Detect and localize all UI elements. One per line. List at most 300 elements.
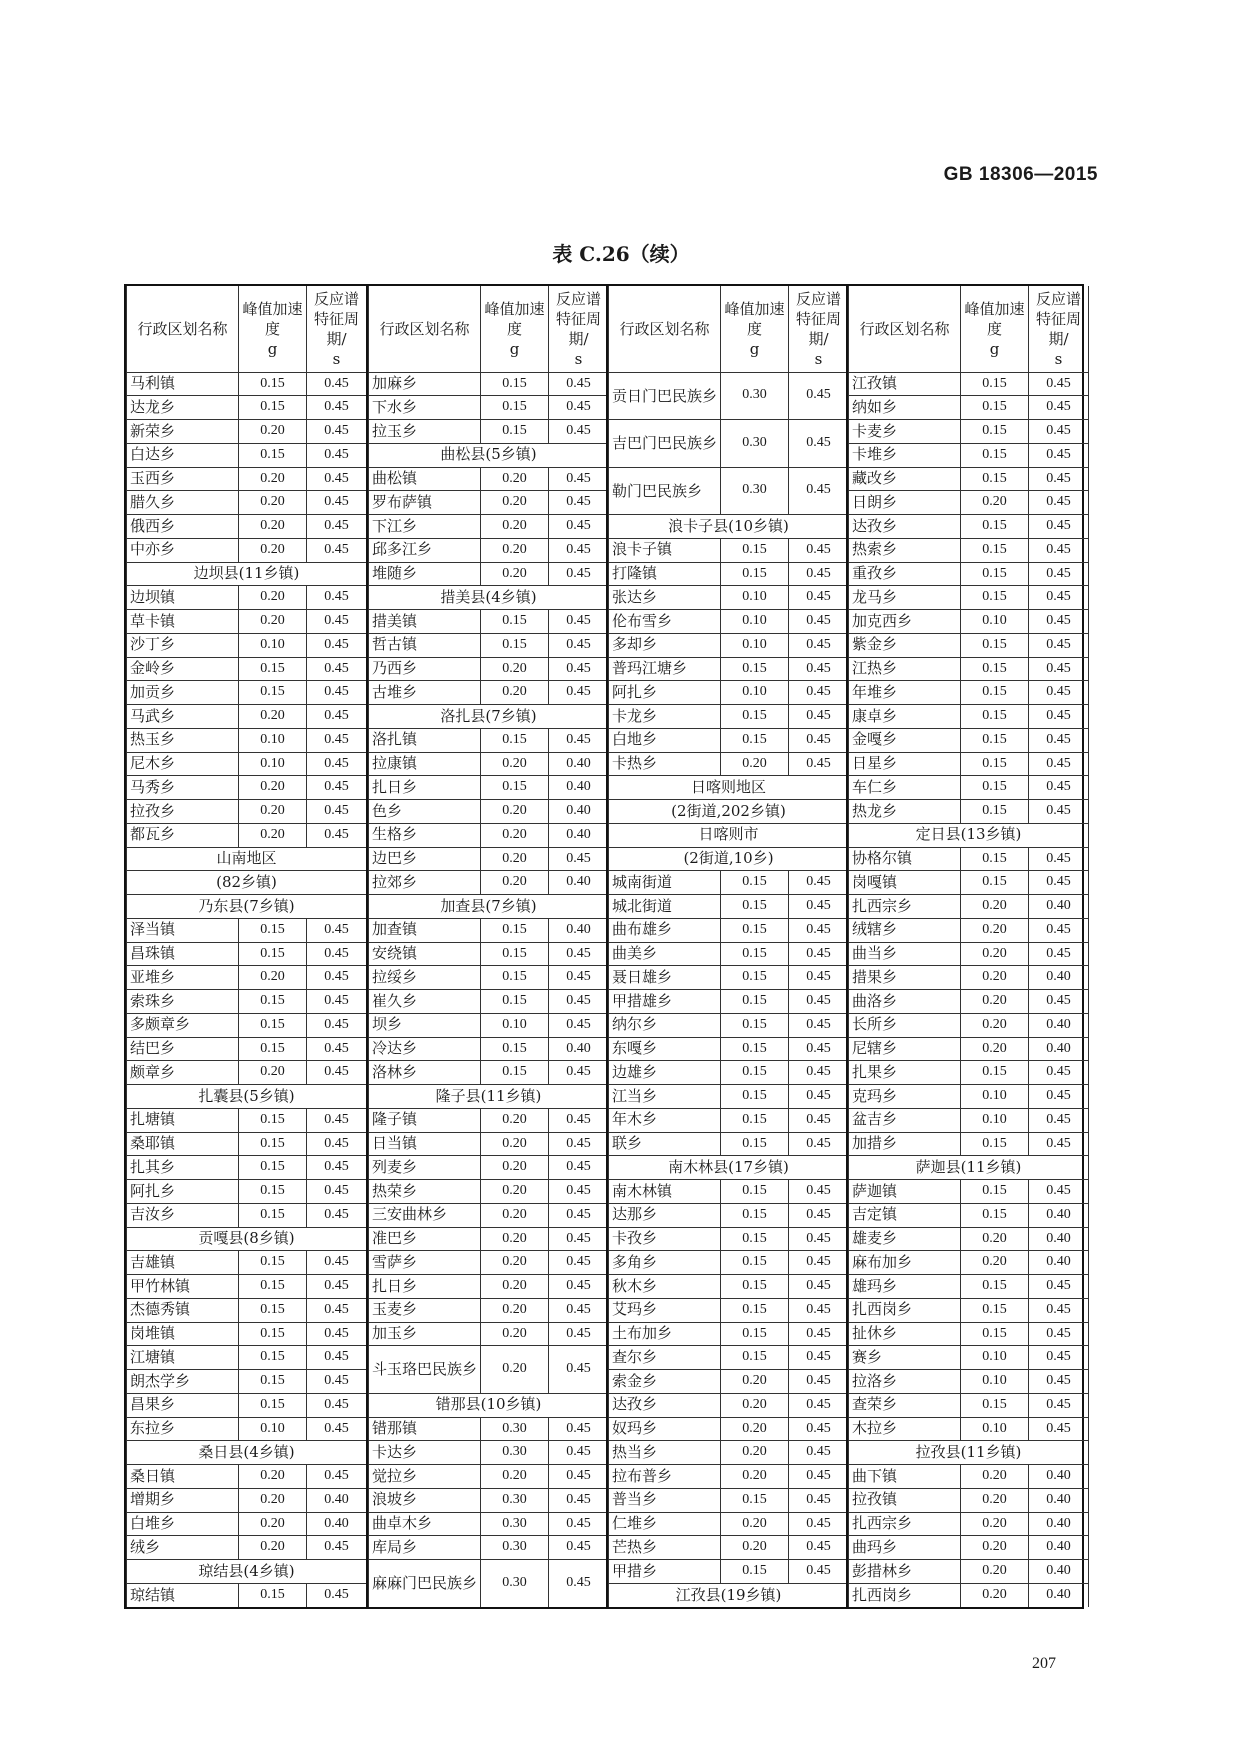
- group-label: (2街道,10乡): [609, 847, 849, 871]
- table-row: [849, 990, 1089, 1014]
- peak-acceleration: 0.15: [721, 990, 789, 1014]
- characteristic-period: 0.45: [307, 776, 367, 800]
- group-label: 江孜县(19乡镇): [609, 1583, 849, 1607]
- region-name: 边坝镇: [127, 586, 239, 610]
- sub-table: [126, 286, 367, 1607]
- peak-acceleration: 0.15: [721, 1346, 789, 1370]
- peak-acceleration: 0.15: [961, 705, 1029, 729]
- table-row: [369, 966, 609, 990]
- header-name: [609, 286, 721, 372]
- table-row: [127, 1180, 367, 1204]
- characteristic-period: 0.45: [789, 752, 849, 776]
- sub-table: [608, 286, 849, 1607]
- table-row: [369, 372, 609, 396]
- table-row: [849, 443, 1089, 467]
- table-row: [369, 1132, 609, 1156]
- region-name: 普当乡: [609, 1488, 721, 1512]
- region-name: 达孜乡: [609, 1393, 721, 1417]
- table-row: [609, 1488, 849, 1512]
- region-name: 坝乡: [369, 1013, 481, 1037]
- region-name: 扎西岗乡: [849, 1298, 961, 1322]
- characteristic-period: 0.45: [1029, 396, 1089, 420]
- table-row: [127, 538, 367, 562]
- group-row: [127, 1441, 367, 1465]
- table-row: [369, 776, 609, 800]
- peak-acceleration: 0.15: [961, 1203, 1029, 1227]
- table-row: [369, 657, 609, 681]
- region-name: 秋木乡: [609, 1275, 721, 1299]
- table-row: [609, 1085, 849, 1109]
- table-row: [849, 800, 1089, 824]
- peak-acceleration: 0.20: [481, 752, 549, 776]
- peak-acceleration: 0.15: [961, 538, 1029, 562]
- header-text: 峰值加速度: [242, 299, 303, 338]
- table-row: [369, 990, 609, 1014]
- peak-acceleration: 0.10: [721, 610, 789, 634]
- table-block-2: [366, 286, 606, 1607]
- characteristic-period: 0.45: [789, 1417, 849, 1441]
- table-row: [849, 1346, 1089, 1370]
- peak-acceleration: 0.20: [239, 705, 307, 729]
- characteristic-period: 0.45: [789, 610, 849, 634]
- peak-acceleration: 0.20: [961, 1488, 1029, 1512]
- table-row: [369, 681, 609, 705]
- peak-acceleration: 0.10: [481, 1013, 549, 1037]
- characteristic-period: 0.45: [549, 610, 609, 634]
- peak-acceleration: 0.15: [239, 1298, 307, 1322]
- characteristic-period: 0.45: [1029, 1298, 1089, 1322]
- peak-acceleration: 0.15: [239, 1370, 307, 1394]
- characteristic-period: 0.45: [549, 1322, 609, 1346]
- characteristic-period: 0.45: [549, 1488, 609, 1512]
- region-name: 热当乡: [609, 1441, 721, 1465]
- peak-acceleration: 0.20: [481, 657, 549, 681]
- peak-acceleration: 0.30: [481, 1417, 549, 1441]
- region-name: 热索乡: [849, 538, 961, 562]
- peak-acceleration: 0.15: [721, 918, 789, 942]
- table-row: [127, 1465, 367, 1489]
- table-row: [127, 1583, 367, 1607]
- table-row: [849, 1013, 1089, 1037]
- table-row: [369, 562, 609, 586]
- characteristic-period: 0.45: [1029, 1085, 1089, 1109]
- table-row: [609, 633, 849, 657]
- table-row: [609, 1441, 849, 1465]
- table-row: [369, 752, 609, 776]
- table-row: [369, 491, 609, 515]
- group-row: [609, 800, 849, 824]
- peak-acceleration: 0.20: [721, 1370, 789, 1394]
- peak-acceleration: 0.20: [721, 1465, 789, 1489]
- peak-acceleration: 0.15: [721, 1180, 789, 1204]
- peak-acceleration: 0.15: [481, 942, 549, 966]
- region-name: 江塘镇: [127, 1346, 239, 1370]
- peak-acceleration: 0.15: [239, 1346, 307, 1370]
- region-name: 重孜乡: [849, 562, 961, 586]
- characteristic-period: 0.45: [307, 966, 367, 990]
- characteristic-period: 0.45: [549, 1156, 609, 1180]
- table-row: [127, 776, 367, 800]
- region-name: 安绕镇: [369, 942, 481, 966]
- table-row: [609, 918, 849, 942]
- table-row: [127, 728, 367, 752]
- header-text: 反应谱特征周期/: [795, 289, 841, 348]
- header-period: [549, 286, 609, 372]
- table-row: [369, 1560, 609, 1608]
- peak-acceleration: 0.20: [481, 871, 549, 895]
- region-name: 雄玛乡: [849, 1275, 961, 1299]
- region-name: 曲美乡: [609, 942, 721, 966]
- table-row: [369, 1488, 609, 1512]
- table-row: [849, 918, 1089, 942]
- table-row: [849, 1488, 1089, 1512]
- table-row: [849, 847, 1089, 871]
- characteristic-period: 0.45: [1029, 681, 1089, 705]
- region-name: 多角乡: [609, 1251, 721, 1275]
- table-row: [609, 1393, 849, 1417]
- characteristic-period: 0.45: [789, 895, 849, 919]
- table-row: [127, 1488, 367, 1512]
- group-label: 洛扎县(7乡镇): [369, 705, 609, 729]
- region-name: 甲竹林镇: [127, 1275, 239, 1299]
- peak-acceleration: 0.20: [481, 1298, 549, 1322]
- characteristic-period: 0.45: [307, 1108, 367, 1132]
- peak-acceleration: 0.20: [721, 1512, 789, 1536]
- peak-acceleration: 0.30: [481, 1560, 549, 1608]
- peak-acceleration: 0.15: [239, 443, 307, 467]
- characteristic-period: 0.45: [307, 681, 367, 705]
- peak-acceleration: 0.20: [239, 966, 307, 990]
- region-name: 卡龙乡: [609, 705, 721, 729]
- peak-acceleration: 0.15: [721, 1013, 789, 1037]
- table-row: [849, 776, 1089, 800]
- characteristic-period: 0.45: [789, 1061, 849, 1085]
- peak-acceleration: 0.20: [481, 538, 549, 562]
- characteristic-period: 0.45: [549, 396, 609, 420]
- peak-acceleration: 0.20: [481, 681, 549, 705]
- table-row: [369, 1251, 609, 1275]
- peak-acceleration: 0.20: [721, 1417, 789, 1441]
- header-text: s: [574, 349, 583, 368]
- characteristic-period: 0.45: [789, 372, 849, 420]
- region-name: 拉布普乡: [609, 1465, 721, 1489]
- peak-acceleration: 0.15: [239, 1037, 307, 1061]
- region-name: 江当乡: [609, 1085, 721, 1109]
- characteristic-period: 0.45: [789, 538, 849, 562]
- characteristic-period: 0.40: [1029, 1512, 1089, 1536]
- peak-acceleration: 0.10: [961, 1417, 1029, 1441]
- characteristic-period: 0.45: [1029, 847, 1089, 871]
- characteristic-period: 0.45: [549, 467, 609, 491]
- header-text: g: [749, 339, 760, 358]
- table-block-4: [846, 286, 1086, 1607]
- peak-acceleration: 0.30: [481, 1441, 549, 1465]
- characteristic-period: 0.40: [549, 800, 609, 824]
- region-name: 昌果乡: [127, 1393, 239, 1417]
- table-row: [127, 443, 367, 467]
- characteristic-period: 0.45: [789, 728, 849, 752]
- peak-acceleration: 0.20: [961, 1013, 1029, 1037]
- table-row: [127, 681, 367, 705]
- region-name: 罗布萨镇: [369, 491, 481, 515]
- characteristic-period: 0.45: [549, 681, 609, 705]
- characteristic-period: 0.45: [789, 1227, 849, 1251]
- table-row: [849, 1465, 1089, 1489]
- peak-acceleration: 0.20: [481, 467, 549, 491]
- region-name: 多却乡: [609, 633, 721, 657]
- table-row: [849, 372, 1089, 396]
- table-row: [369, 1322, 609, 1346]
- characteristic-period: 0.45: [549, 728, 609, 752]
- header-text: 行政区划名称: [859, 319, 950, 338]
- region-name: 金岭乡: [127, 657, 239, 681]
- table-caption: 表 C.26（续）: [552, 242, 690, 266]
- peak-acceleration: 0.10: [721, 586, 789, 610]
- peak-acceleration: 0.20: [481, 1180, 549, 1204]
- characteristic-period: 0.45: [1029, 1370, 1089, 1394]
- characteristic-period: 0.45: [789, 942, 849, 966]
- region-name: 年堆乡: [849, 681, 961, 705]
- region-name: 拉孜乡: [127, 800, 239, 824]
- page-number: 207: [1032, 1655, 1056, 1672]
- peak-acceleration: 0.10: [239, 728, 307, 752]
- characteristic-period: 0.45: [307, 1536, 367, 1560]
- characteristic-period: 0.45: [307, 491, 367, 515]
- region-name: 白达乡: [127, 443, 239, 467]
- peak-acceleration: 0.15: [721, 1322, 789, 1346]
- region-name: 卡达乡: [369, 1441, 481, 1465]
- characteristic-period: 0.45: [307, 515, 367, 539]
- characteristic-period: 0.45: [549, 1251, 609, 1275]
- peak-acceleration: 0.15: [481, 918, 549, 942]
- peak-acceleration: 0.20: [481, 1227, 549, 1251]
- table-row: [369, 871, 609, 895]
- region-name: 扯休乡: [849, 1322, 961, 1346]
- region-name: 加克西乡: [849, 610, 961, 634]
- group-label: 琼结县(4乡镇): [127, 1560, 367, 1584]
- peak-acceleration: 0.30: [721, 420, 789, 468]
- characteristic-period: 0.45: [549, 538, 609, 562]
- peak-acceleration: 0.15: [961, 1132, 1029, 1156]
- region-name: 麻麻门巴民族乡: [369, 1560, 481, 1608]
- region-name: 仁堆乡: [609, 1512, 721, 1536]
- table-row: [849, 1322, 1089, 1346]
- table-row: [849, 1203, 1089, 1227]
- peak-acceleration: 0.20: [481, 1108, 549, 1132]
- table-row: [127, 1417, 367, 1441]
- region-name: 尼辖乡: [849, 1037, 961, 1061]
- group-label: 山南地区: [127, 847, 367, 871]
- peak-acceleration: 0.20: [481, 1465, 549, 1489]
- header-pga: [481, 286, 549, 372]
- peak-acceleration: 0.15: [721, 1227, 789, 1251]
- characteristic-period: 0.45: [1029, 1108, 1089, 1132]
- group-row: [127, 871, 367, 895]
- characteristic-period: 0.45: [789, 1512, 849, 1536]
- characteristic-period: 0.45: [307, 396, 367, 420]
- table-row: [127, 1132, 367, 1156]
- peak-acceleration: 0.20: [481, 800, 549, 824]
- header-text: s: [814, 349, 823, 368]
- group-label: 日喀则市: [609, 823, 849, 847]
- peak-acceleration: 0.15: [961, 515, 1029, 539]
- header-text: g: [509, 339, 520, 358]
- group-row: [369, 443, 609, 467]
- region-name: 曲下镇: [849, 1465, 961, 1489]
- table-row: [369, 1441, 609, 1465]
- characteristic-period: 0.45: [307, 1417, 367, 1441]
- peak-acceleration: 0.15: [481, 396, 549, 420]
- table-row: [369, 1180, 609, 1204]
- table-row: [609, 1227, 849, 1251]
- table-row: [849, 1512, 1089, 1536]
- region-name: 斗玉珞巴民族乡: [369, 1346, 481, 1394]
- group-row: [849, 1156, 1089, 1180]
- region-name: 增期乡: [127, 1488, 239, 1512]
- table-row: [609, 420, 849, 468]
- region-name: 绒乡: [127, 1536, 239, 1560]
- peak-acceleration: 0.20: [481, 1346, 549, 1394]
- region-name: 打隆镇: [609, 562, 721, 586]
- table-row: [849, 681, 1089, 705]
- region-name: 城南街道: [609, 871, 721, 895]
- characteristic-period: 0.45: [1029, 918, 1089, 942]
- characteristic-period: 0.40: [549, 823, 609, 847]
- table-row: [609, 752, 849, 776]
- peak-acceleration: 0.15: [239, 1583, 307, 1607]
- region-name: 江孜镇: [849, 372, 961, 396]
- characteristic-period: 0.45: [307, 1132, 367, 1156]
- table-row: [849, 586, 1089, 610]
- region-name: 尼木乡: [127, 752, 239, 776]
- characteristic-period: 0.45: [549, 1061, 609, 1085]
- region-name: 卡麦乡: [849, 420, 961, 444]
- table-row: [127, 515, 367, 539]
- table-row: [127, 752, 367, 776]
- table-row: [127, 1322, 367, 1346]
- characteristic-period: 0.40: [307, 1488, 367, 1512]
- table-block-1: [126, 286, 366, 1607]
- header-text: 峰值加速度: [724, 299, 785, 338]
- table-row: [849, 752, 1089, 776]
- table-row: [609, 681, 849, 705]
- region-name: 杰德秀镇: [127, 1298, 239, 1322]
- table-row: [849, 1180, 1089, 1204]
- header-text: 峰值加速度: [484, 299, 545, 338]
- region-name: 浪卡子镇: [609, 538, 721, 562]
- region-name: 扎日乡: [369, 1275, 481, 1299]
- characteristic-period: 0.45: [549, 1346, 609, 1394]
- region-name: 索金乡: [609, 1370, 721, 1394]
- peak-acceleration: 0.15: [961, 1275, 1029, 1299]
- characteristic-period: 0.45: [1029, 538, 1089, 562]
- region-name: 麻布加乡: [849, 1251, 961, 1275]
- group-label: 定日县(13乡镇): [849, 823, 1089, 847]
- characteristic-period: 0.45: [1029, 1346, 1089, 1370]
- table-row: [609, 1322, 849, 1346]
- table-row: [127, 1037, 367, 1061]
- table-row: [609, 610, 849, 634]
- table-row: [849, 491, 1089, 515]
- characteristic-period: 0.45: [549, 1560, 609, 1608]
- region-name: 卡热乡: [609, 752, 721, 776]
- peak-acceleration: 0.15: [721, 895, 789, 919]
- table-row: [369, 1465, 609, 1489]
- characteristic-period: 0.40: [1029, 1536, 1089, 1560]
- characteristic-period: 0.45: [307, 610, 367, 634]
- characteristic-period: 0.45: [549, 1441, 609, 1465]
- region-name: 昌珠镇: [127, 942, 239, 966]
- region-name: 堆随乡: [369, 562, 481, 586]
- region-name: 扎塘镇: [127, 1108, 239, 1132]
- peak-acceleration: 0.15: [961, 728, 1029, 752]
- characteristic-period: 0.45: [789, 1132, 849, 1156]
- characteristic-period: 0.40: [549, 776, 609, 800]
- characteristic-period: 0.40: [307, 1512, 367, 1536]
- table-row: [849, 1108, 1089, 1132]
- region-name: 吉雄镇: [127, 1251, 239, 1275]
- table-row: [609, 895, 849, 919]
- characteristic-period: 0.45: [789, 1203, 849, 1227]
- region-name: 纳尔乡: [609, 1013, 721, 1037]
- group-label: 萨迦县(11乡镇): [849, 1156, 1089, 1180]
- peak-acceleration: 0.15: [239, 396, 307, 420]
- table-row: [849, 1370, 1089, 1394]
- header-text: 行政区划名称: [619, 319, 710, 338]
- table-row: [369, 942, 609, 966]
- table-row: [849, 562, 1089, 586]
- characteristic-period: 0.45: [307, 633, 367, 657]
- header-text: 反应谱特征周期/: [1035, 289, 1081, 348]
- peak-acceleration: 0.15: [721, 562, 789, 586]
- region-name: 库局乡: [369, 1536, 481, 1560]
- table-row: [849, 420, 1089, 444]
- region-name: 达那乡: [609, 1203, 721, 1227]
- region-name: 金嘎乡: [849, 728, 961, 752]
- peak-acceleration: 0.15: [721, 1108, 789, 1132]
- region-name: 达龙乡: [127, 396, 239, 420]
- table-row: [849, 467, 1089, 491]
- table-row: [849, 1417, 1089, 1441]
- characteristic-period: 0.45: [1029, 1417, 1089, 1441]
- table-row: [849, 728, 1089, 752]
- characteristic-period: 0.45: [1029, 990, 1089, 1014]
- peak-acceleration: 0.20: [961, 1465, 1029, 1489]
- region-name: 曲卓木乡: [369, 1512, 481, 1536]
- region-name: 吉定镇: [849, 1203, 961, 1227]
- region-name: 朗杰学乡: [127, 1370, 239, 1394]
- group-row: [609, 515, 849, 539]
- table-row: [369, 1275, 609, 1299]
- region-name: 乃西乡: [369, 657, 481, 681]
- header-name: [127, 286, 239, 372]
- table-row: [369, 1013, 609, 1037]
- peak-acceleration: 0.20: [481, 823, 549, 847]
- peak-acceleration: 0.15: [721, 1275, 789, 1299]
- peak-acceleration: 0.15: [721, 1298, 789, 1322]
- table-row: [127, 1251, 367, 1275]
- sub-table: [848, 286, 1089, 1607]
- table-row: [127, 705, 367, 729]
- peak-acceleration: 0.20: [481, 562, 549, 586]
- group-row: [369, 586, 609, 610]
- characteristic-period: 0.45: [307, 538, 367, 562]
- characteristic-period: 0.45: [1029, 420, 1089, 444]
- peak-acceleration: 0.20: [239, 800, 307, 824]
- region-name: 阿扎乡: [609, 681, 721, 705]
- peak-acceleration: 0.15: [721, 1488, 789, 1512]
- peak-acceleration: 0.10: [721, 633, 789, 657]
